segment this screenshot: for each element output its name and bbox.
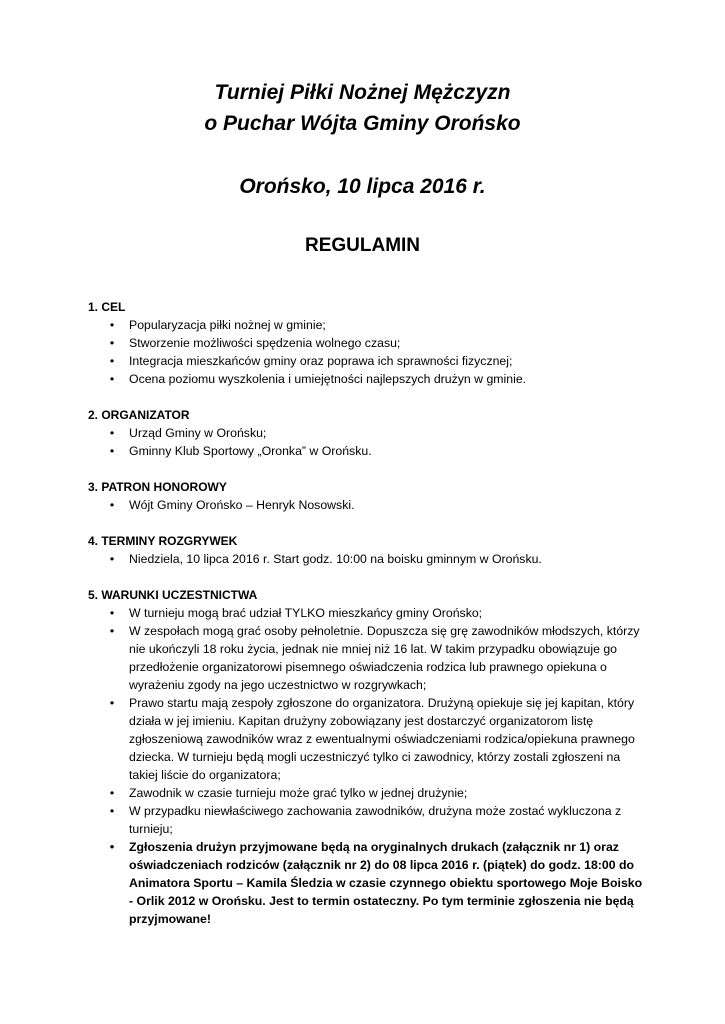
list-item-text: Gminny Klub Sportowy „Oronka” w Orońsku.: [129, 444, 372, 458]
bullet-icon: •: [109, 552, 115, 566]
list-item: [88, 694, 648, 784]
bullet-list: [88, 550, 648, 568]
section-heading: 4. TERMINY ROZGRYWEK: [88, 534, 238, 548]
list-item-text: Zgłoszenia drużyn przyjmowane będą na oryginalnych drukach (załącznik nr 1) oraz oświadczeniach rodziców (załącznik nr 2) do 08 lipca 2016 r. (piątek) do godz. 18:00 do Animatora Sportu – Kamila Śledzia w czasie czynnego obiektu sportowego Moje Boisko - Orlik 2012 w Orońsku. Jest to termin ostateczny. Po tym terminie zgłoszenia nie będą przyjmowane!: [129, 840, 643, 926]
list-item: [88, 334, 648, 352]
list-item-text: Urząd Gminy w Orońsku;: [129, 426, 267, 440]
title-line-2: o Puchar Wójta Gminy Orońsko: [204, 112, 521, 135]
bullet-icon: •: [109, 426, 115, 440]
bullet-icon: •: [109, 318, 115, 332]
document-title: REGULAMIN: [304, 235, 421, 256]
list-item: [88, 442, 648, 460]
bullet-list: [88, 496, 648, 514]
section-cel: [88, 298, 648, 388]
bullet-icon: •: [109, 606, 115, 620]
list-item-text: Stworzenie możliwości spędzenia wolnego czasu;: [129, 336, 401, 350]
bullet-icon: •: [109, 696, 115, 710]
list-item-text: Wójt Gminy Orońsko – Henryk Nosowski.: [129, 498, 355, 512]
bullet-icon: •: [109, 336, 115, 350]
section-heading: 3. PATRON HONOROWY: [88, 480, 227, 494]
bullet-list: [88, 316, 648, 388]
section-heading: 1. CEL: [88, 300, 126, 314]
place-date: Orońsko, 10 lipca 2016 r.: [239, 175, 486, 198]
list-item: [88, 370, 648, 388]
bullet-icon: •: [109, 624, 115, 638]
section-warunki: [88, 586, 648, 928]
section-heading: 2. ORGANIZATOR: [88, 408, 190, 422]
section-organizator: [88, 406, 648, 460]
bullet-icon: •: [109, 840, 115, 854]
bullet-icon: •: [109, 372, 115, 386]
list-item-text: W zespołach mogą grać osoby pełnoletnie. Dopuszcza się grę zawodników młodszych, którzy nie ukończyli 18 roku życia, jednak nie mniej niż 16 lat. W takim przypadku obowiązuje go przedłożenie organizatorowi pisemnego oświadczenia rodzica lub prawnego opiekuna o wyrażeniu zgody na jego uczestnictwo w rozgrywkach;: [129, 624, 640, 692]
list-item-text: Prawo startu mają zespoły zgłoszone do organizatora. Drużyną opiekuje się jej kapitan, który działa w jej imieniu. Kapitan drużyny zobowiązany jest dostarczyć organizatorom listę zgłoszeniową zawodników wraz z ewentualnymi oświadczeniami rodzica/opiekuna prawnego dziecka. W turnieju będą mogli uczestniczyć tylko ci zawodnicy, którzy zostali zgłoszeni na takiej liście do organizatora;: [129, 696, 635, 782]
bullet-list: [88, 424, 648, 460]
bullet-icon: •: [109, 444, 115, 458]
bullet-icon: •: [109, 498, 115, 512]
list-item: [88, 802, 648, 838]
list-item-text: Integracja mieszkańców gminy oraz poprawa ich sprawności fizycznej;: [129, 354, 513, 368]
list-item-text: Popularyzacja piłki nożnej w gminie;: [129, 318, 326, 332]
title-line-1: Turniej Piłki Nożnej Mężczyzn: [214, 81, 511, 104]
list-item: [88, 496, 648, 514]
bullet-icon: •: [109, 354, 115, 368]
bullet-icon: •: [109, 786, 115, 800]
list-item-text: Niedziela, 10 lipca 2016 r. Start godz. 10:00 na boisku gminnym w Orońsku.: [129, 552, 542, 566]
section-patron: [88, 478, 648, 514]
list-item: [88, 424, 648, 442]
list-item-text: Ocena poziomu wyszkolenia i umiejętności najlepszych drużyn w gminie.: [129, 372, 527, 386]
bullet-icon: •: [109, 804, 115, 818]
regulations-body: [88, 298, 648, 946]
bullet-list: [88, 604, 648, 928]
list-item: [88, 838, 648, 928]
list-item: [88, 352, 648, 370]
list-item: [88, 604, 648, 622]
section-heading: 5. WARUNKI UCZESTNICTWA: [88, 588, 258, 602]
list-item: [88, 550, 648, 568]
list-item-text: Zawodnik w czasie turnieju może grać tylko w jednej drużynie;: [129, 786, 468, 800]
section-terminy: [88, 532, 648, 568]
list-item: [88, 316, 648, 334]
list-item: [88, 622, 648, 694]
list-item-text: W turnieju mogą brać udział TYLKO mieszkańcy gminy Orońsko;: [129, 606, 483, 620]
list-item: [88, 784, 648, 802]
list-item-text: W przypadku niewłaściwego zachowania zawodników, drużyna może zostać wykluczona z turnieju;: [129, 804, 622, 836]
